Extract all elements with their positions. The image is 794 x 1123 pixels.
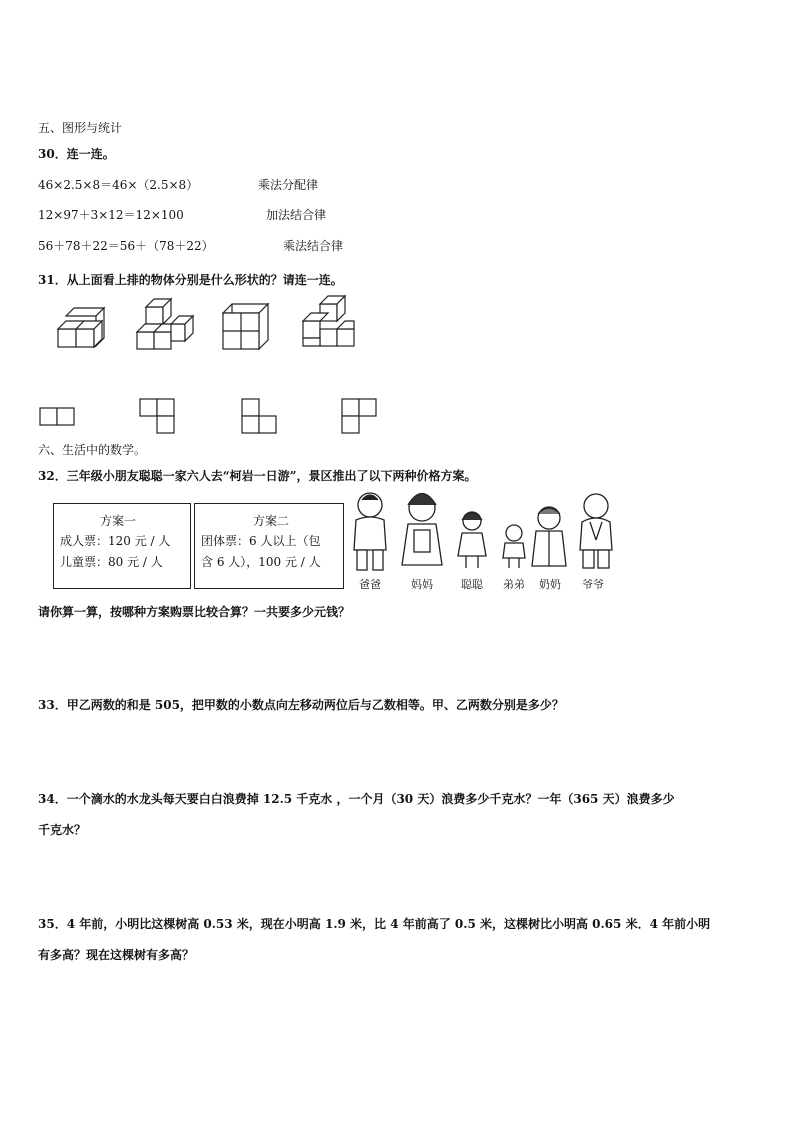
plan-2-title: 方案二 xyxy=(253,514,290,528)
grandpa-figure xyxy=(580,494,612,568)
q30-law-1[interactable]: 乘法分配律 xyxy=(258,178,319,192)
dad-figure xyxy=(354,493,386,570)
family-label-brother: 弟弟 xyxy=(503,578,525,591)
q30-equation-1: 46×2.5×8＝46×（2.5×8） xyxy=(38,178,199,192)
plan-1-line-1: 成人票：120 元 / 人 xyxy=(60,534,171,548)
q30-equation-3: 56＋78＋22＝56＋（78＋22） xyxy=(38,239,214,253)
question-34-line-1: 34．一个滴水的水龙头每天要白白浪费掉 12.5 千克水 ，一个月（30 天）浪费多少千克水？一年（365 天）浪费多少 xyxy=(38,792,675,806)
section-title-5: 五、图形与统计 xyxy=(38,121,123,135)
plan-2-line-1: 团体票：6 人以上（包 xyxy=(201,534,321,548)
q30-law-3[interactable]: 乘法结合律 xyxy=(283,239,344,253)
family-label-mom: 妈妈 xyxy=(411,578,433,591)
question-32-text: 32．三年级小朋友聪聪一家六人去“柯岩一日游”，景区推出了以下两种价格方案。 xyxy=(38,469,477,483)
question-32-ask: 请你算一算，按哪种方案购票比较合算？一共要多少元钱？ xyxy=(38,605,351,619)
congcong-figure xyxy=(458,512,486,568)
question-35-line-2: 有多高？现在这棵树有多高？ xyxy=(38,948,195,962)
grandma-figure xyxy=(532,507,566,566)
family-label-grandpa: 爷爷 xyxy=(582,578,604,591)
family-label-congcong: 聪聪 xyxy=(461,578,483,591)
family-label-grandma: 奶奶 xyxy=(539,578,561,591)
section-title-6: 六、生活中的数学。 xyxy=(38,443,147,457)
q30-law-2[interactable]: 加法结合律 xyxy=(266,208,327,222)
plan-1-title: 方案一 xyxy=(100,514,137,528)
question-35-line-1: 35．4 年前，小明比这棵树高 0.53 米，现在小明高 1.9 米，比 4 年前高了 0.5 米，这棵树比小明高 0.65 米．4 年前小明 xyxy=(38,917,711,931)
question-30-title: 30．连一连。 xyxy=(38,147,115,161)
question-31-text: 31．从上面看上排的物体分别是什么形状的？请连一连。 xyxy=(38,273,343,287)
question-34-line-2: 千克水？ xyxy=(38,823,87,837)
family-label-dad: 爸爸 xyxy=(359,578,381,591)
q30-equation-2: 12×97＋3×12＝12×100 xyxy=(38,208,184,222)
mom-figure xyxy=(402,494,442,566)
plan-2-line-2: 含 6 人），100 元 / 人 xyxy=(201,555,321,569)
brother-figure xyxy=(503,525,525,568)
question-33-text: 33．甲乙两数的和是 505，把甲数的小数点向左移动两位后与乙数相等。甲、乙两数分别是多少？ xyxy=(38,698,564,712)
plan-1-line-2: 儿童票：80 元 / 人 xyxy=(60,555,163,569)
